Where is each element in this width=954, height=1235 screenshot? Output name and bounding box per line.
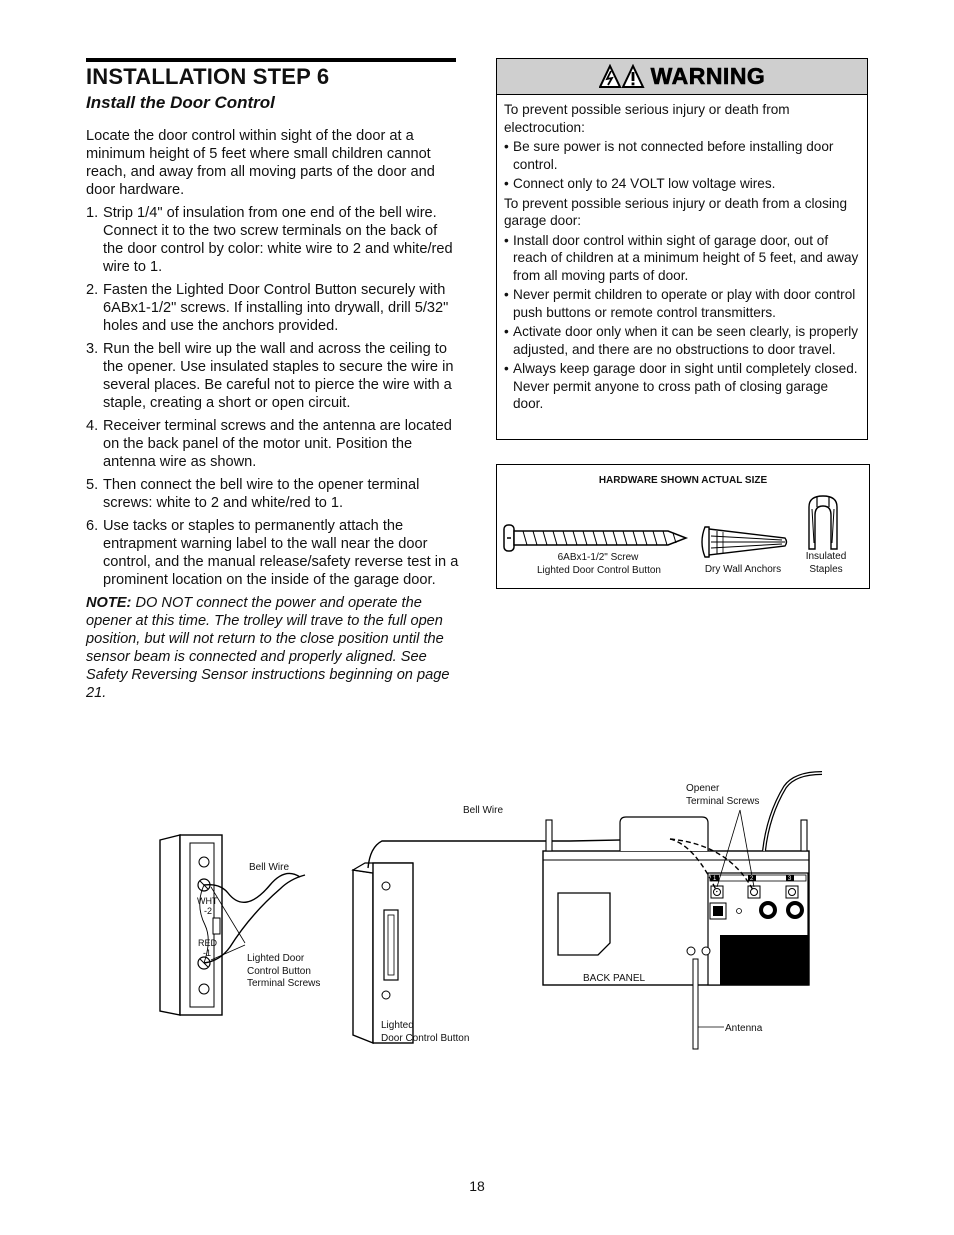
staple-label-line: Insulated <box>805 551 847 562</box>
step-text: Use tacks or staples to permanently attach the entrapment warning label to the wall near the door control, and the manual release/safety reverse test in a prominent location on the inside of the garage door. <box>103 518 459 588</box>
terminal-number: 3 <box>788 876 792 882</box>
warning-icon <box>599 64 645 90</box>
step-number: 5. <box>86 477 99 493</box>
page-title: INSTALLATION STEP 6 <box>86 64 330 89</box>
step-text: Fasten the Lighted Door Control Button securely with 6ABx1-1/2" screws. If installing into drywall, drill 5/32" holes and use the anchors provided. <box>103 282 449 334</box>
screw-illustration <box>503 521 689 555</box>
terminal-screws-label <box>247 953 320 991</box>
terminal-2-label: -2 <box>204 906 213 916</box>
staple-label-line: Staples <box>809 564 843 575</box>
terminal-number: 2 <box>750 876 754 882</box>
warning-bullet: • Be sure power is not connected before installing door control. <box>504 138 859 173</box>
button-label-line: Lighted <box>381 1020 414 1031</box>
step-item <box>86 340 460 412</box>
warning-body <box>497 95 867 413</box>
warning-bullet-text: Be sure power is not connected before installing door control. <box>513 139 834 172</box>
insulated-staple-illustration <box>803 493 843 551</box>
step-item <box>86 517 460 589</box>
step-item <box>86 281 460 335</box>
step-text: Run the bell wire up the wall and across the ceiling to the opener. Use insulated staples to secure the wire in several places. Be careful not to pierce the wire with a staple, creating a short or open circuit. <box>103 341 454 411</box>
note-label: NOTE: <box>86 595 132 611</box>
step-number: 3. <box>86 341 99 357</box>
step-item <box>86 417 460 471</box>
instructions <box>86 127 460 707</box>
warning-paragraph: To prevent possible serious injury or death from a closing garage door: <box>504 195 848 228</box>
warning-bullet: • Connect only to 24 VOLT low voltage wires. <box>504 175 859 193</box>
door-control-button-label <box>381 1020 469 1045</box>
bell-wire-label: Bell Wire <box>249 862 290 873</box>
opener-label-line: Opener <box>686 783 720 794</box>
step-item <box>86 476 460 512</box>
screw-label-line: Lighted Door Control Button <box>537 565 661 576</box>
warning-box <box>496 58 868 440</box>
warning-header <box>497 59 867 95</box>
step-number: 4. <box>86 418 99 434</box>
button-label-line: Door Control Button <box>381 1032 470 1044</box>
warning-bullet-text: Connect only to 24 VOLT low voltage wires. <box>513 176 776 191</box>
wiring-diagram <box>150 765 830 1065</box>
terminal-label-line: Lighted Door <box>247 953 305 964</box>
opener-label-line: Terminal Screws <box>686 795 760 807</box>
terminal-number: 1 <box>713 876 717 882</box>
note-text: DO NOT connect the power and operate the opener at this time. The trolley will trave to the full open position, but will not return to the close position until the sensor beam is connected and properly aligned. See Safety Reversing Sensor instructions beginning on page 21. <box>86 595 450 701</box>
hardware-box <box>496 464 870 589</box>
warning-bullet: • Always keep garage door in sight until completely closed. Never permit anyone to cross path of closing garage door. <box>504 361 858 411</box>
warning-paragraph: To prevent possible serious injury or death from electrocution: <box>504 102 790 135</box>
terminal-1-label: -1 <box>203 948 212 958</box>
wht-label: WHT <box>197 896 218 906</box>
warning-bullet-text: Always keep garage door in sight until completely closed. Never permit anyone to cross path of closing garage door. <box>513 361 858 411</box>
warning-title: WARNING <box>650 63 766 89</box>
anchor-label: Dry Wall Anchors <box>704 564 782 575</box>
red-label: RED <box>198 938 218 948</box>
step-number: 1. <box>86 205 99 221</box>
page-subtitle: Install the Door Control <box>86 93 275 112</box>
warning-bullet-text: Install door control within sight of garage door, out of reach of children at a minimum height of 5 feet, and away from all moving parts of door. <box>513 232 859 283</box>
warning-bullet: • Never permit children to operate or play with door control push buttons or remote control transmitters. <box>504 286 859 321</box>
terminal-label-line: Control Button <box>247 965 311 977</box>
step-text: Then connect the bell wire to the opener terminal screws: white to 2 and white/red to 1. <box>103 477 420 511</box>
opener-terminal-screws-label <box>686 783 759 808</box>
bell-wire-label: Bell Wire <box>463 805 504 816</box>
warning-bullet-text: Activate door only when it can be seen clearly, is properly adjusted, and there are no obstructions to door travel. <box>513 324 859 357</box>
step-number: 2. <box>86 282 99 298</box>
step-text: Strip 1/4" of insulation from one end of the bell wire. Connect it to the two screw terminals on the back of the door control by color: white wire to 2 and white/red wire to 1. <box>103 205 453 275</box>
note-paragraph <box>86 594 460 702</box>
terminal-label-line: Terminal Screws <box>247 978 321 989</box>
back-panel-label: BACK PANEL <box>583 973 646 984</box>
hardware-title: HARDWARE SHOWN ACTUAL SIZE <box>598 475 768 486</box>
screw-label <box>537 551 659 577</box>
drywall-anchor-illustration <box>697 523 791 561</box>
step-text: Receiver terminal screws and the antenna are located on the back panel of the motor unit. Position the antenna wire as shown. <box>103 418 452 470</box>
staple-label <box>793 550 859 576</box>
step-item <box>86 204 460 276</box>
warning-bullet-text: Never permit children to operate or play with door control push buttons or remote control transmitters. <box>513 287 856 320</box>
intro-paragraph: Locate the door control within sight of the door at a minimum height of 5 feet where small children cannot reach, and away from all moving parts of the door and door hardware. <box>86 128 435 198</box>
warning-bullet: • Activate door only when it can be seen clearly, is properly adjusted, and there are no obstructions to door travel. <box>504 324 859 357</box>
screw-label-line: 6ABx1-1/2" Screw <box>557 552 639 563</box>
step-number: 6. <box>86 518 99 534</box>
warning-bullet: • Install door control within sight of garage door, out of reach of children at a minimum height of 5 feet, and away from all moving parts of door. <box>504 232 859 283</box>
header-rule <box>86 58 456 62</box>
page-number: 18 <box>469 1178 485 1194</box>
antenna-label: Antenna <box>725 1023 763 1034</box>
